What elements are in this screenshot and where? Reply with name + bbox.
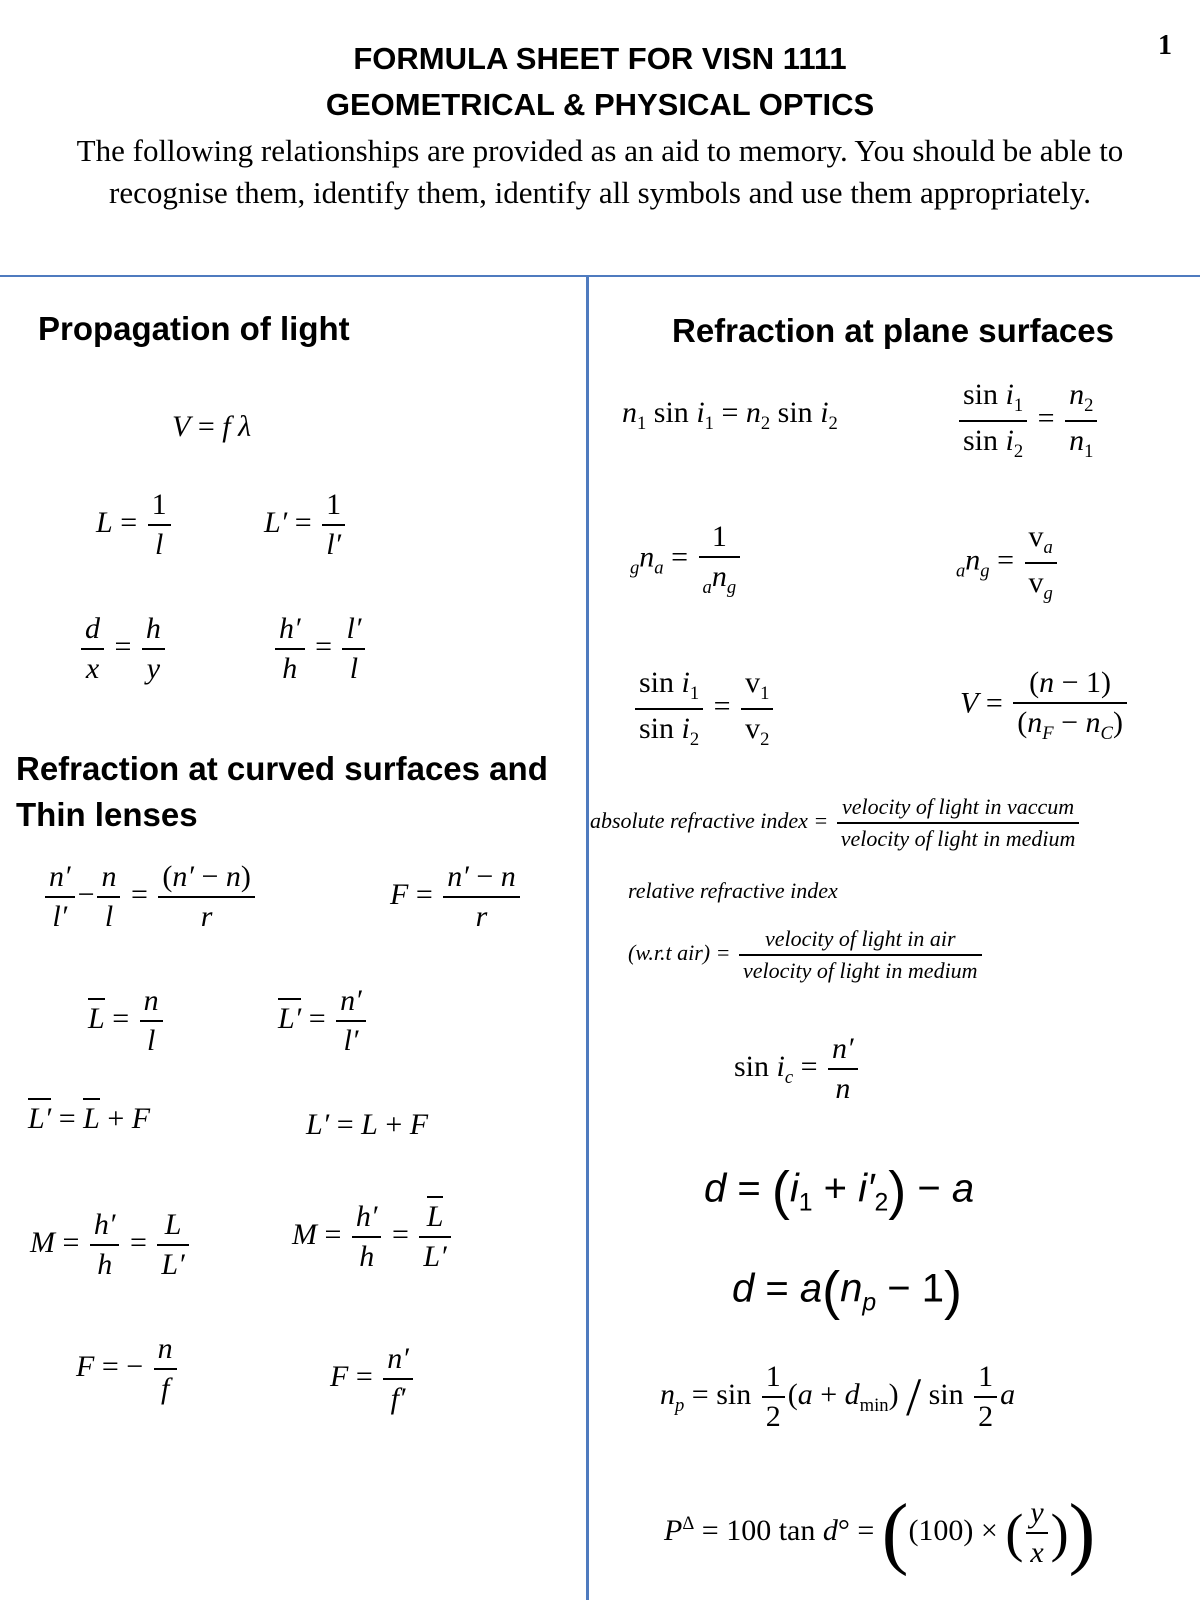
relative-index-label	[628, 880, 838, 902]
title-line-1: FORMULA SHEET FOR VISN 1111	[353, 41, 847, 76]
formula-relative-index-velocity: $_an_g$ = $\frac{v_a}{v_g}$	[956, 522, 1060, 603]
section-title-curved-line-1: Refraction at curved surfaces and	[16, 750, 548, 787]
relative-index-label-text: relative refractive index	[628, 878, 838, 903]
formula-power-focal-length-prime: F = $\frac{n'}{f'}$	[330, 1344, 416, 1414]
formula-absolute-index	[590, 796, 1082, 850]
formula-vergence-reduced-sum: L′ = L + F	[28, 1104, 150, 1134]
relative-index-numerator: velocity of light in air	[764, 926, 956, 951]
formula-vergence-L-prime: L′ = $\frac{1}{l'}$	[264, 490, 348, 560]
absolute-index-numerator: velocity of light in vaccum	[841, 794, 1075, 819]
horizontal-divider	[0, 275, 1200, 277]
formula-vergence-sum: L′ = L + F	[306, 1108, 429, 1141]
formula-wave-speed: V = f λ	[172, 410, 252, 443]
formula-refraction-curved: $\frac{n'}{l'}$ − $\frac{n}{l}$ = $\frac{(n' - n)}{r}$	[42, 862, 258, 932]
formula-snells-ratio: $\frac{\sin i_1}{\sin i_2}$ = $\frac{n_2}{n_1}$	[956, 380, 1100, 461]
formula-image-height: $\frac{h'}{h}$ = $\frac{l'}{l}$	[272, 614, 368, 684]
formula-sine-velocity-ratio: $\frac{\sin i_1}{\sin i_2}$ = $\frac{v_1}{v_2}$	[632, 668, 776, 749]
formula-similar-triangles: $\frac{d}{x}$ = $\frac{h}{y}$	[78, 614, 168, 684]
section-title-plane-surfaces: Refraction at plane surfaces	[672, 312, 1114, 349]
formula-prism-deviation: $d = (i_1 + i'_2) - a$	[704, 1161, 975, 1221]
title-line-2: GEOMETRICAL & PHYSICAL OPTICS	[325, 87, 875, 122]
absolute-index-denominator: velocity of light in medium	[840, 826, 1076, 851]
formula-abbe-number: V = $\frac{(n - 1)}{(n_F - n_C)}$	[960, 668, 1130, 744]
formula-vergence-L: L = $\frac{1}{l}$	[96, 490, 174, 560]
formula-min-deviation-index: $n_p = \sin$ $\frac{1}{2}$ $(a + d_{min}) / \sin$ $\frac{1}{2}$ a	[660, 1360, 1016, 1433]
header	[0, 36, 1200, 214]
formula-prism-dioptre: $P^\Delta = 100$ tan d° = ((100) × ( $\frac{y}{x}$ ))	[664, 1489, 1096, 1577]
formula-critical-angle: $\sin i_c$ = $\frac{n'}{n}$	[734, 1034, 861, 1104]
relative-index-denominator: velocity of light in medium	[742, 958, 978, 983]
vertical-divider	[586, 275, 589, 1600]
formula-reduced-vergence-prime: L′ = $\frac{n'}{l'}$	[278, 986, 369, 1056]
absolute-index-label: absolute refractive index =	[590, 808, 829, 834]
page-number: 1	[1158, 30, 1172, 61]
section-title-propagation: Propagation of light	[38, 310, 350, 347]
formula-snells-law: $n_1$ $\sin i_1 = n_2$ $\sin i_2$	[622, 396, 838, 434]
formula-thin-prism-deviation: $d = a(n_p - 1)$	[732, 1261, 962, 1321]
formula-magnification: M = $\frac{h'}{h}$ = $\frac{L}{L'}$	[30, 1210, 192, 1280]
formula-magnification-reduced: M = $\frac{h'}{h}$ = $\frac{L}{L'}$	[292, 1202, 454, 1272]
relative-index-prefix: (w.r.t air) =	[628, 940, 731, 966]
formula-surface-power: F = $\frac{n' - n}{r}$	[390, 862, 523, 932]
section-title-curved-line-2: Thin lenses	[16, 796, 198, 833]
formula-reduced-vergence: L = $\frac{n}{l}$	[88, 986, 166, 1056]
formula-relative-index	[628, 928, 985, 982]
intro-text: The following relationships are provided as an aid to memory. You should be able to recognise them, identify them, identify all symbols and use them appropriately.	[76, 133, 1124, 210]
section-title-curved-surfaces	[16, 746, 548, 838]
formula-relative-index-inverse: $_gn_a$ = $\frac{1}{_an_g}$	[630, 522, 743, 598]
formula-power-focal-length: F = − $\frac{n}{f}$	[76, 1334, 180, 1404]
